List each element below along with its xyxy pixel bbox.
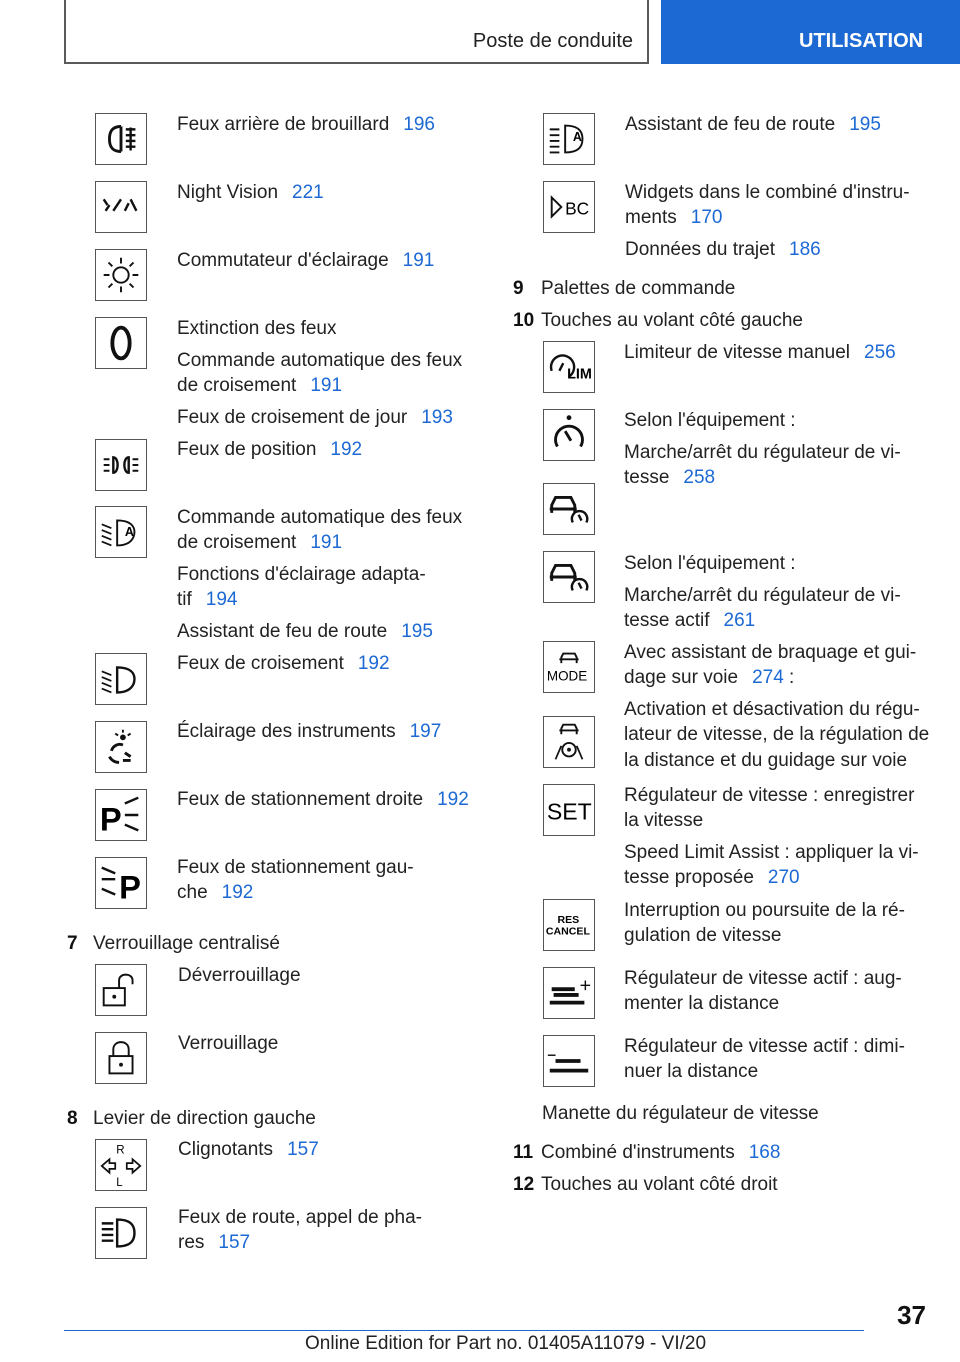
header-chapter-title: UTILISATION [799,30,924,52]
entry-label: Marche/arrêt du régulateur de vi- [624,585,901,606]
parking-lights-icon [95,439,147,491]
entry-text [177,180,324,205]
active-cruise-icon [543,483,595,535]
entry-text [177,316,336,341]
entry-label: Feux arrière de brouillard [177,114,390,135]
item-label-text: Verrouillage centralisé [93,933,280,954]
entry-text [624,722,929,747]
entry-label: la vitesse [624,810,704,831]
svg-text:R: R [116,1144,125,1157]
header-chapter-box [661,0,960,64]
entry-text [624,440,901,465]
svg-text:CANCEL: CANCEL [545,925,590,938]
item-label-text: Palettes de commande [541,278,736,299]
item-label [541,1140,780,1165]
entry-text [624,551,796,576]
header-section-box [64,0,649,64]
entry-label: Éclairage des instruments [177,721,396,742]
entry-text [624,340,896,365]
entry-text [177,373,342,398]
page-number: 37 [897,1300,926,1330]
entry-label: Clignotants [178,1139,274,1160]
entry-label: Assistant de feu de route [177,621,388,642]
page-reference-link[interactable]: 261 [723,610,756,631]
entry-label: Fonctions d'éclairage adapta- [177,564,426,585]
auto-lowbeam-icon [95,506,147,558]
entry-text [178,1031,278,1056]
page-reference-link[interactable]: 192 [437,789,469,810]
mode-icon [543,641,595,693]
entry-label: la distance et du guidage sur voie [624,750,908,771]
entry-text [177,651,390,676]
entry-label: Feux de stationnement droite [177,789,424,810]
manette-caption: Manette du régulateur de vitesse [542,1103,819,1124]
entry-text [177,855,414,880]
entry-text [177,248,434,273]
item-label [541,308,803,333]
entry-label: Selon l'équipement : [624,553,796,574]
entry-text [178,1230,250,1255]
page-reference-link[interactable]: 256 [864,342,896,363]
entry-label: Interruption ou poursuite de la ré- [624,900,905,921]
item-label-text: Touches au volant côté gauche [541,310,803,331]
entry-label: Selon l'équipement : [624,410,796,431]
entry-label: Données du trajet [625,239,775,260]
entry-text [624,1034,905,1059]
entry-label: Avec assistant de braquage et gui- [624,642,917,663]
entry-label: Night Vision [177,182,279,203]
turn-signal-icon [95,1139,147,1191]
entry-text [624,865,800,890]
entry-text [177,405,453,430]
page-reference-link[interactable]: 168 [748,1142,781,1163]
entry-text [624,583,901,608]
entry-text [625,205,722,230]
set-icon [543,784,595,836]
parking-light-right-icon [95,789,147,841]
entry-text [624,608,755,633]
item-label-text: Levier de direction gauche [93,1108,316,1129]
svg-text:BC: BC [565,198,590,219]
item-number: 11 [513,1142,534,1163]
entry-label: dage sur voie [624,667,739,688]
entry-label: Régulateur de vitesse actif : aug- [624,968,902,989]
lights-off-icon [95,317,147,369]
page-reference-link[interactable]: 191 [310,532,343,553]
parking-light-left-icon [95,857,147,909]
entry-label: menter la distance [624,993,780,1014]
entry-label: lateur de vitesse, de la régulation de [624,724,930,745]
entry-label: Widgets dans le combiné d'instru- [625,182,910,203]
entry-label: de croisement [177,532,297,553]
entry-label: Déverrouillage [178,965,301,986]
entry-label: Verrouillage [178,1033,279,1054]
entry-label: Commutateur d'éclairage [177,250,389,271]
svg-text:RES: RES [557,914,580,927]
distance-plus-icon [543,967,595,1019]
bc-widgets-icon [543,181,595,233]
entry-label: Régulateur de vitesse actif : dimi- [624,1036,905,1057]
entry-text [624,898,905,923]
page-reference-link[interactable]: 221 [292,182,324,203]
entry-label: Feux de position [177,439,317,460]
entry-label: Marche/arrêt du régulateur de vi- [624,442,901,463]
item-label [93,931,280,956]
footer-edition: Online Edition for Part no. 01405A11079 - VI/20 [305,1333,707,1354]
entry-text [624,840,919,865]
active-cruise-icon [543,551,595,603]
entry-label: Extinction des feux [177,318,337,339]
item-number: 7 [67,933,78,954]
lock-icon [95,1032,147,1084]
svg-text:A: A [572,129,582,144]
svg-text:A: A [124,524,134,539]
svg-text:LIM: LIM [567,366,592,383]
item-number: 9 [513,278,524,299]
entry-label: ments [625,207,677,228]
entry-label: Feux de route, appel de pha- [178,1207,423,1228]
svg-text:SET: SET [546,798,592,825]
page-reference-link[interactable]: 157 [287,1139,319,1160]
entry-label: Activation et désactivation du régu- [624,699,920,720]
entry-label: Feux de stationnement gau- [177,857,414,878]
entry-text [625,112,881,137]
entry-text [624,408,796,433]
page-reference-link[interactable]: 186 [789,239,821,260]
entry-text [624,966,902,991]
page-reference-link[interactable]: 191 [310,375,343,396]
lim-icon [543,341,595,393]
entry-text [624,783,914,808]
entry-text [624,1059,758,1084]
entry-text [625,237,821,262]
svg-text:P: P [99,800,122,838]
entry-label: Speed Limit Assist : appliquer la vi- [624,842,919,863]
entry-suffix: : [783,667,795,688]
svg-text:L: L [116,1177,123,1190]
page-reference-link[interactable]: 197 [409,721,442,742]
footer-divider [64,1330,864,1331]
entry-text [177,530,342,555]
item-label-text: Touches au volant côté droit [541,1174,778,1195]
rear-fog-light-icon [95,113,147,165]
light-switch-icon [95,249,147,301]
page-reference-link[interactable]: 191 [402,250,435,271]
entry-label: tif [177,589,192,610]
page-reference-link[interactable]: 192 [357,653,390,674]
item-number: 12 [513,1174,535,1195]
svg-text:MODE: MODE [546,668,588,684]
entry-label: Feux de croisement de jour [177,407,408,428]
low-beam-icon [95,653,147,705]
page-reference-link[interactable]: 170 [690,207,723,228]
item-label [93,1106,316,1131]
entry-text [177,880,253,905]
header-section-title: Poste de conduite [472,30,633,52]
item-label-text: Combiné d'instruments [541,1142,735,1163]
entry-label: nuer la distance [624,1061,759,1082]
entry-label: tesse actif [624,610,710,631]
entry-text [177,619,433,644]
entry-text [177,787,469,812]
entry-text [177,112,435,137]
entry-text [178,963,301,988]
page-reference-link[interactable]: 194 [205,589,238,610]
entry-text [624,665,794,690]
item-label [541,1172,778,1197]
page-reference-link[interactable]: 192 [221,882,254,903]
entry-text [177,719,441,744]
entry-text [625,180,910,205]
distance-minus-icon [543,1035,595,1087]
instrument-lighting-icon [95,721,147,773]
entry-text [624,465,715,490]
res-cancel-icon [543,899,595,951]
entry-text [624,991,779,1016]
page-reference-link[interactable]: 195 [849,114,881,135]
entry-text [177,437,362,462]
entry-text [624,923,781,948]
item-label [541,276,735,301]
entry-text [178,1205,422,1230]
entry-text [624,748,907,773]
entry-label: Limiteur de vitesse manuel [624,342,850,363]
night-vision-icon [95,181,147,233]
entry-text [624,808,703,833]
entry-label: res [178,1232,205,1253]
steering-assist-icon [543,716,595,768]
entry-label: de croisement [177,375,297,396]
page-reference-link[interactable]: 193 [421,407,453,428]
unlock-icon [95,964,147,1016]
page-reference-link[interactable]: 192 [330,439,363,460]
entry-label: tesse proposée [624,867,754,888]
high-beam-assist-icon [543,113,595,165]
entry-label: Commande automatique des feux [177,507,463,528]
svg-text:P: P [119,868,141,906]
entry-label: Assistant de feu de route [625,114,836,135]
entry-text [177,587,237,612]
entry-text [178,1137,319,1162]
page-reference-link[interactable]: 270 [767,867,800,888]
item-number: 8 [67,1108,78,1129]
page-reference-link[interactable]: 196 [403,114,435,135]
entry-label: tesse [624,467,670,488]
entry-label: Commande automatique des feux [177,350,463,371]
entry-text [624,640,916,665]
item-number: 10 [513,310,535,331]
page-reference-link[interactable]: 274 [752,667,784,688]
entry-label: che [177,882,208,903]
cruise-control-icon [543,409,595,461]
entry-text [177,348,462,373]
high-beam-icon [95,1207,147,1259]
page-reference-link[interactable]: 195 [401,621,433,642]
entry-text [177,505,462,530]
entry-label: gulation de vitesse [624,925,782,946]
page-reference-link[interactable]: 157 [218,1232,251,1253]
entry-label: Feux de croisement [177,653,344,674]
entry-text [177,562,426,587]
page-reference-link[interactable]: 258 [683,467,716,488]
entry-text [624,697,920,722]
entry-label: Régulateur de vitesse : enregistrer [624,785,915,806]
